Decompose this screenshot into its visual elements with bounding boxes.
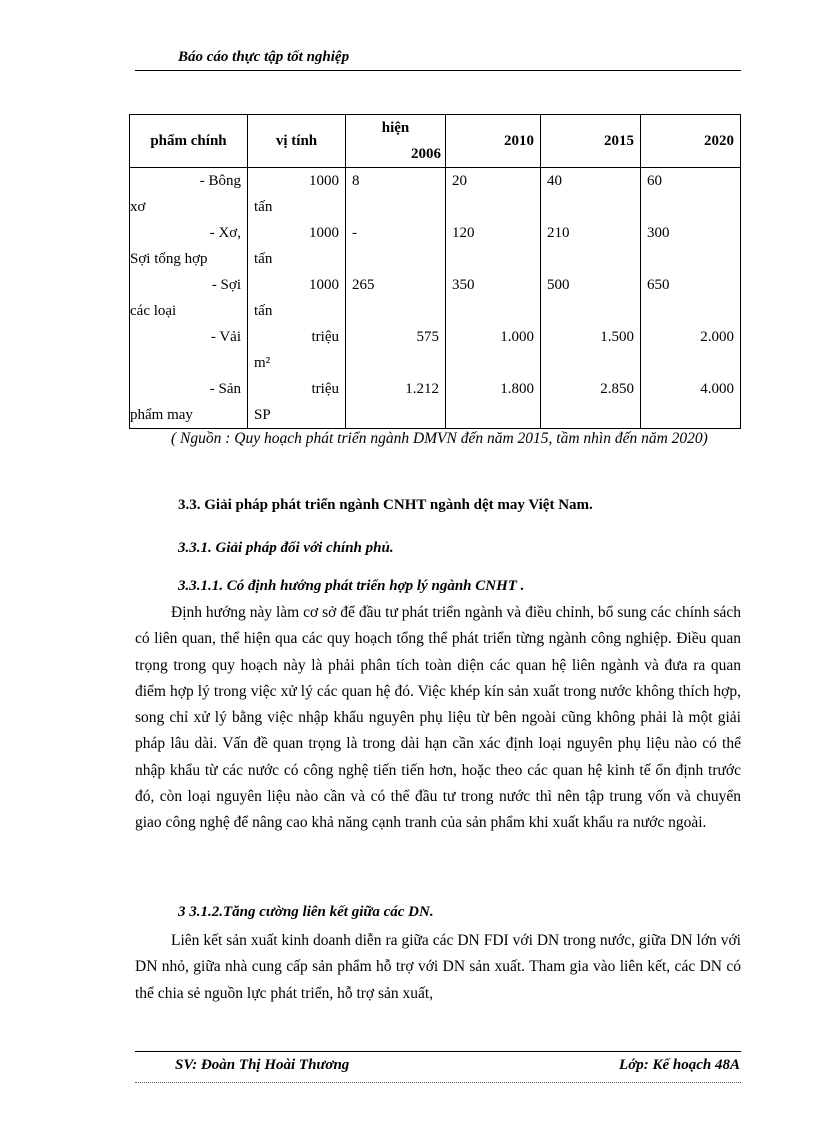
- unit-cell: triệu SP: [248, 376, 346, 429]
- product-cell: - Sản phẩm may: [130, 376, 248, 429]
- footer-dotted-line: [135, 1082, 741, 1083]
- col-header-product: phẩm chính: [130, 115, 248, 168]
- header-rule: [135, 70, 741, 71]
- product-cell: - Bông xơ: [130, 168, 248, 221]
- table-source-note: ( Nguồn : Quy hoạch phát triển ngành DMVN đến năm 2015, tầm nhìn đến năm 2020): [171, 430, 708, 447]
- unit-cell: 1000 tấn: [248, 272, 346, 324]
- table-header-row: [130, 115, 741, 168]
- unit-cell: 1000 tấn: [248, 220, 346, 272]
- table-row: [130, 168, 741, 221]
- header-title: Báo cáo thực tập tốt nghiệp: [178, 49, 350, 65]
- heading-3-3: 3.3. Giải pháp phát triển ngành CNHT ngành dệt may Việt Nam.: [178, 497, 593, 513]
- paragraph-orientation: Định hướng này làm cơ sở để đầu tư phát triển ngành và điều chỉnh, bổ sung các chính sách có liên quan, thể hiện qua các quy hoạch tổng thể phát triển từng ngành công nghiệp. Điều quan trọng trong quy hoạch này là phải phân tích toàn diện các quan hệ liên ngành và đưa ra quan điểm hợp lý trong việc xử lý các quan hệ đó. Việc khép kín sản xuất trong nước không thích hợp, song chỉ xử lý bằng việc nhập khẩu nguyên phụ liệu từ bên ngoài cũng không phải là một giải pháp lâu dài. Vấn đề quan trọng là trong dài hạn cần xác định loại nguyên phụ liệu nào có thể nhập khẩu từ các nước có công nghệ tiến tiến hơn, hoặc theo các quan hệ kinh tế ổn định trước đó, còn loại nguyên liệu nào cần và có thể đầu tư trong nước thì nên tập trung vốn và chuyển giao công nghệ để nâng cao khả năng cạnh tranh của sản phẩm khi xuất khẩu ra nước ngoài.: [135, 604, 741, 832]
- value-2020: 60: [641, 168, 741, 221]
- value-2020: 4.000: [641, 376, 741, 429]
- value-2020: 650: [641, 272, 741, 324]
- product-cell: - Vải: [130, 324, 248, 376]
- value-2006: 575: [346, 324, 446, 376]
- product-cell: - Sợi các loại: [130, 272, 248, 324]
- table-row: [130, 376, 741, 429]
- col-header-unit: vị tính: [248, 115, 346, 168]
- heading-3-3-1-2: 3 3.1.2.Tăng cường liên kết giữa các DN.: [178, 904, 434, 920]
- value-2006: 1.212: [346, 376, 446, 429]
- table-row: [130, 272, 741, 324]
- value-2006: 265: [346, 272, 446, 324]
- unit-cell: triệu m²: [248, 324, 346, 376]
- value-2015: 1.500: [541, 324, 641, 376]
- value-2010: 1.800: [446, 376, 541, 429]
- product-cell: - Xơ, Sợi tổng hợp: [130, 220, 248, 272]
- value-2006: 8: [346, 168, 446, 221]
- value-2010: 120: [446, 220, 541, 272]
- col-header-2006: hiện 2006: [346, 115, 446, 168]
- footer-student: SV: Đoàn Thị Hoài Thương: [175, 1057, 350, 1073]
- footer-class: Lớp: Kế hoạch 48A: [619, 1057, 740, 1073]
- production-table: [129, 114, 741, 429]
- value-2020: 2.000: [641, 324, 741, 376]
- value-2015: 40: [541, 168, 641, 221]
- col-header-2010: 2010: [446, 115, 541, 168]
- footer-rule: [135, 1051, 741, 1052]
- value-2006: -: [346, 220, 446, 272]
- unit-cell: 1000 tấn: [248, 168, 346, 221]
- value-2015: 500: [541, 272, 641, 324]
- value-2015: 2.850: [541, 376, 641, 429]
- heading-3-3-1-1: 3.3.1.1. Có định hướng phát triển hợp lý ngành CNHT .: [178, 578, 525, 594]
- paragraph-linkage: Liên kết sản xuất kinh doanh diễn ra giữa các DN FDI với DN trong nước, giữa DN lớn với DN nhỏ, giữa nhà cung cấp sản phẩm hỗ trợ với DN sản xuất. Tham gia vào liên kết, các DN có thể chia sẻ nguồn lực phát triển, hỗ trợ sản xuất,: [135, 932, 741, 1002]
- col-header-2020: 2020: [641, 115, 741, 168]
- heading-3-3-1: 3.3.1. Giải pháp đối với chính phủ.: [178, 540, 394, 556]
- table-row: [130, 220, 741, 272]
- col-header-2015: 2015: [541, 115, 641, 168]
- value-2010: 350: [446, 272, 541, 324]
- table-row: [130, 324, 741, 376]
- value-2020: 300: [641, 220, 741, 272]
- value-2015: 210: [541, 220, 641, 272]
- value-2010: 1.000: [446, 324, 541, 376]
- value-2010: 20: [446, 168, 541, 221]
